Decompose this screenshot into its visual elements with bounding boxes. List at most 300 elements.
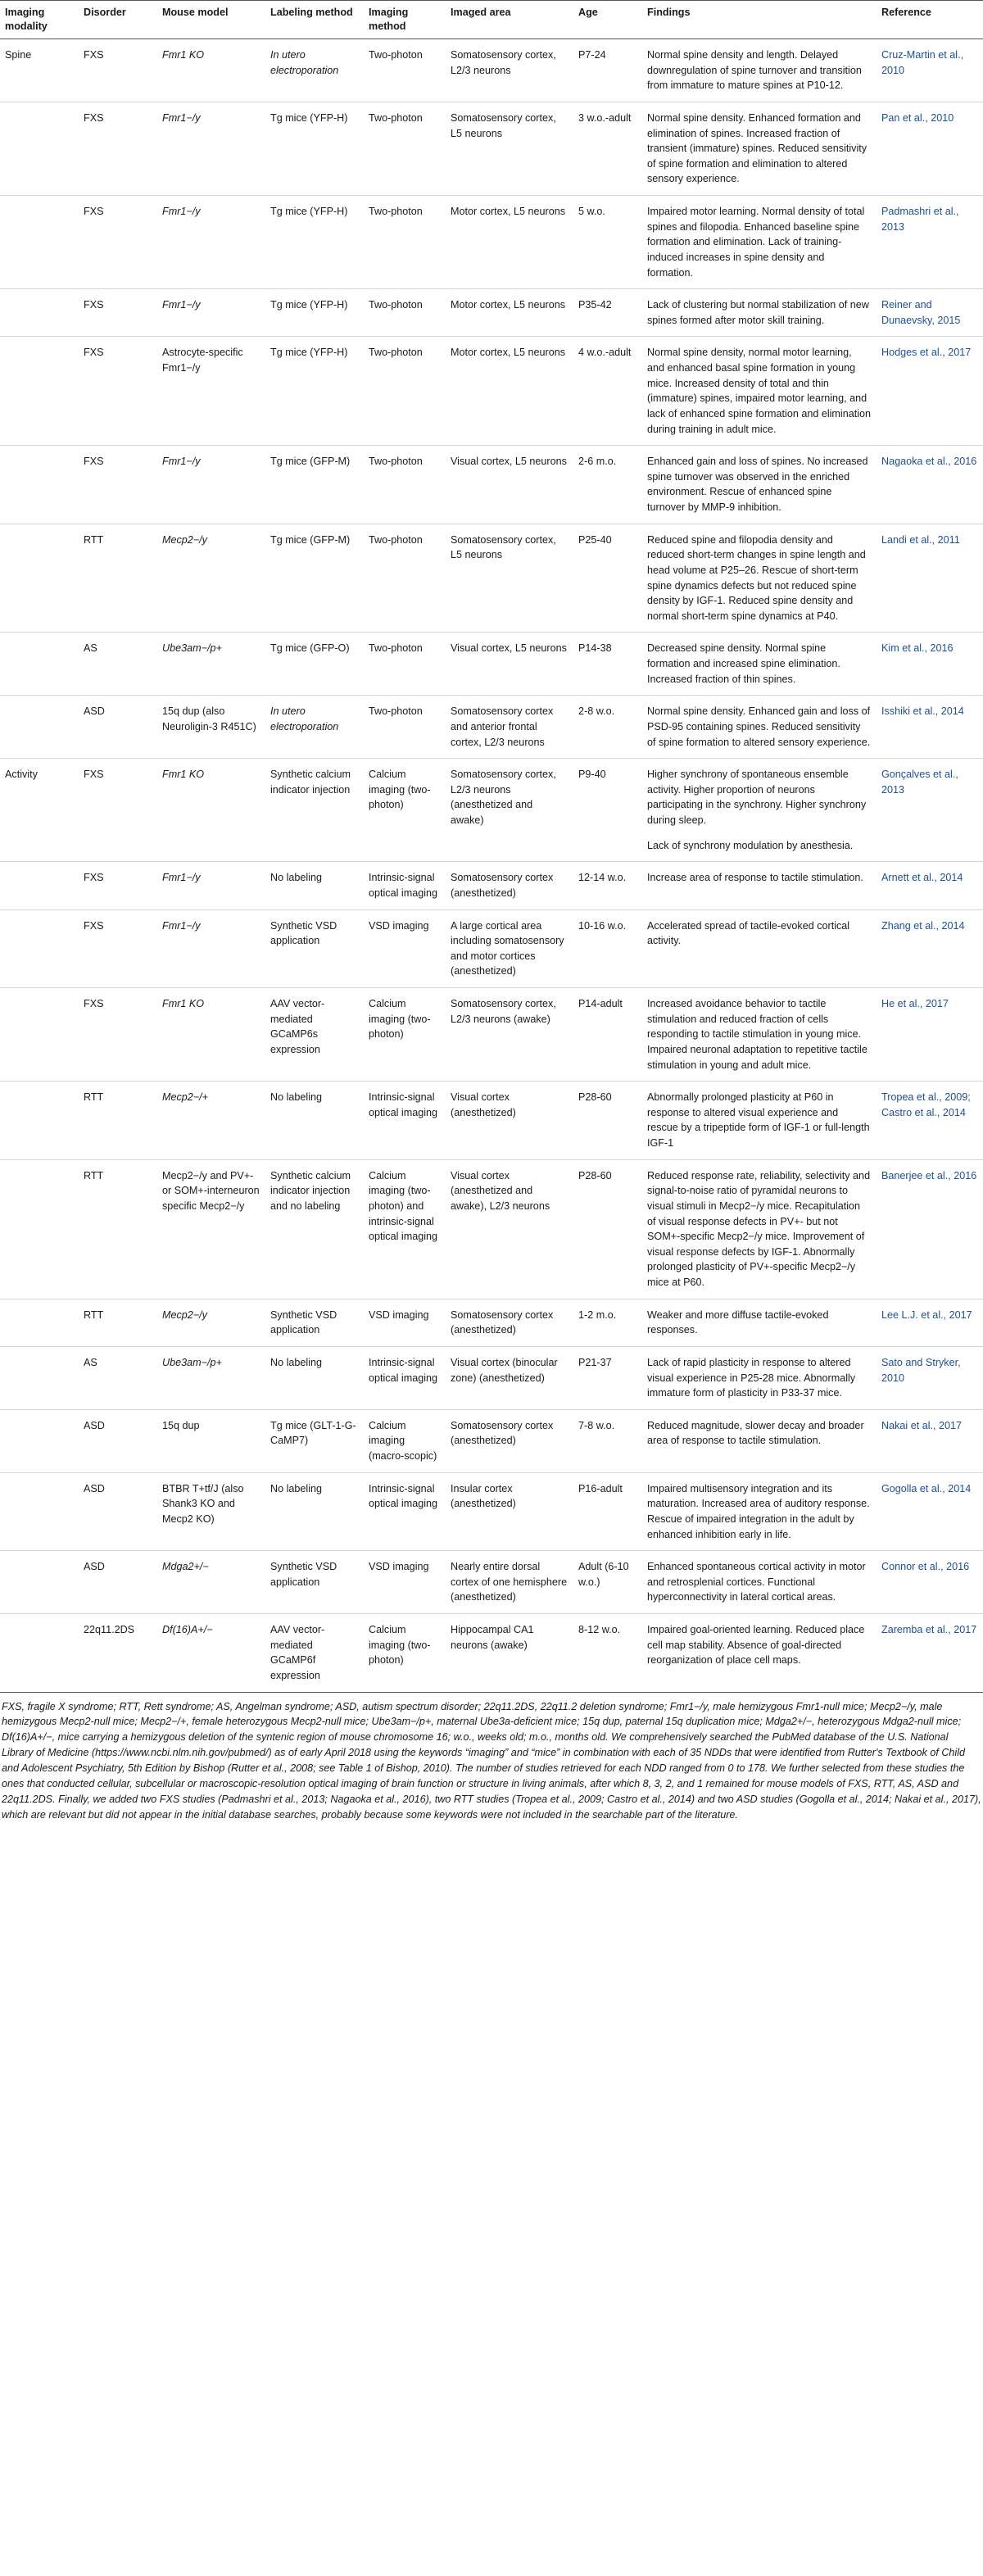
cell-disorder [79, 524, 157, 633]
cell-reference-text[interactable]: He et al., 2017 [881, 998, 949, 1009]
cell-findings-text: Normal spine density, normal motor learning, and enhanced basal spine formation in young mice. Increased density of total and thin (immature) spines, impaired motor learning, and lack of enhanced spine formation and elimination during training in adult mice. [647, 347, 872, 435]
cell-mouse-model-text: Astrocyte-specific Fmr1−/y [162, 347, 243, 374]
cell-reference-text[interactable]: Cruz-Martin et al., 2010 [881, 49, 964, 76]
cell-findings [642, 988, 877, 1082]
cell-reference [877, 1551, 983, 1614]
cell-imaged-area-text: Motor cortex, L5 neurons [451, 206, 566, 217]
cell-age [573, 1159, 642, 1299]
cell-age-text: P35-42 [578, 299, 612, 311]
cell-reference-text[interactable]: Pan et al., 2010 [881, 111, 954, 124]
cell-imaging-method [364, 1472, 446, 1551]
cell-mouse-model [157, 289, 265, 337]
cell-reference-text[interactable]: Gogolla et al., 2014 [881, 1482, 972, 1494]
cell-findings [642, 633, 877, 696]
cell-imaged-area-text: A large cortical area including somatosensory and motor cortices (anesthetized) [451, 919, 564, 977]
cell-imaging-method [364, 633, 446, 696]
cell-findings [642, 289, 877, 337]
header-mouse-model: Mouse model [157, 1, 265, 39]
cell-disorder-text: FXS [84, 872, 104, 884]
cell-age [573, 909, 642, 988]
cell-age [573, 446, 642, 524]
cell-disorder-text: ASD [84, 1561, 105, 1573]
cell-age [573, 1082, 642, 1160]
cell-findings-text: Enhanced gain and loss of spines. No increased spine turnover was observed in the enriched environment. Rescue of enhanced spine turnover by MMP-9 inhibition. [647, 456, 868, 513]
cell-reference-text[interactable]: Isshiki et al., 2014 [881, 705, 964, 718]
cell-age [573, 1409, 642, 1472]
table-row [0, 196, 983, 289]
table-row [0, 39, 983, 102]
cell-labeling-method-text: Tg mice (YFP-H) [270, 347, 348, 359]
cell-labeling-method-text: No labeling [270, 872, 323, 884]
cell-findings [642, 1346, 877, 1409]
cell-disorder [79, 1082, 157, 1160]
cell-mouse-model [157, 759, 265, 862]
cell-reference-text[interactable]: Zhang et al., 2014 [881, 919, 965, 932]
cell-age [573, 1346, 642, 1409]
cell-findings [642, 1409, 877, 1472]
cell-labeling-method [265, 909, 364, 988]
cell-reference [877, 696, 983, 759]
cell-imaging-modality [0, 1346, 79, 1409]
cell-findings-text: Impaired goal-oriented learning. Reduced place cell map stability. Absence of goal-directed reorganization of place cell maps. [647, 1624, 865, 1667]
cell-imaging-modality [0, 196, 79, 289]
cell-findings [642, 39, 877, 102]
cell-imaged-area [446, 337, 573, 446]
cell-reference [877, 909, 983, 988]
cell-findings [642, 1159, 877, 1299]
cell-disorder [79, 909, 157, 988]
cell-imaged-area-text: Visual cortex, L5 neurons [451, 642, 567, 655]
cell-labeling-method-text: Synthetic VSD application [270, 1561, 337, 1588]
cell-age [573, 289, 642, 337]
cell-imaging-modality-text: Activity [5, 769, 38, 781]
cell-imaging-method-text: Calcium imaging (two-photon) [369, 769, 431, 811]
cell-labeling-method [265, 1299, 364, 1346]
cell-disorder-text: RTT [84, 1308, 104, 1321]
cell-mouse-model [157, 337, 265, 446]
cell-reference [877, 446, 983, 524]
cell-imaging-method-text: Calcium imaging (two-photon) [369, 998, 431, 1041]
cell-reference-text[interactable]: Banerjee et al., 2016 [881, 1169, 977, 1181]
cell-imaged-area-text: Visual cortex (binocular zone) (anesthetized) [451, 1356, 558, 1384]
table-row [0, 1299, 983, 1346]
cell-reference-text[interactable]: Hodges et al., 2017 [881, 347, 972, 359]
cell-labeling-method [265, 102, 364, 195]
cell-disorder [79, 696, 157, 759]
cell-mouse-model-text: Mdga2+/− [162, 1561, 209, 1573]
cell-labeling-method [265, 1082, 364, 1160]
cell-labeling-method-text: Tg mice (GLT-1-G-CaMP7) [270, 1419, 356, 1447]
cell-mouse-model-text: Fmr1−/y [162, 299, 201, 311]
cell-imaging-method-text: Two-photon [369, 111, 423, 124]
cell-imaged-area-text: Somatosensory cortex (anesthetized) [451, 1419, 554, 1447]
cell-disorder [79, 1299, 157, 1346]
cell-age-text: P16-adult [578, 1482, 623, 1494]
cell-labeling-method [265, 1614, 364, 1693]
cell-labeling-method-text: No labeling [270, 1482, 323, 1494]
cell-findings-text: Normal spine density. Enhanced gain and loss of PSD-95 containing spines. Reduced sensitivity of spine formation to altered sensory experience. [647, 705, 871, 748]
table-row [0, 1551, 983, 1614]
cell-reference [877, 1299, 983, 1346]
cell-reference-text[interactable]: Padmashri et al., 2013 [881, 206, 959, 233]
cell-imaged-area-text: Somatosensory cortex, L2/3 neurons (awake) [451, 998, 556, 1025]
cell-labeling-method [265, 696, 364, 759]
cell-imaging-method-text: Intrinsic-signal optical imaging [369, 872, 438, 899]
cell-mouse-model-text: Mecp2−/+ [162, 1091, 209, 1104]
cell-mouse-model-text: Fmr1 KO [162, 49, 205, 61]
cell-reference-text[interactable]: Lee L.J. et al., 2017 [881, 1308, 972, 1321]
cell-mouse-model-text: BTBR T+tf/J (also Shank3 KO and Mecp2 KO) [162, 1482, 244, 1525]
cell-age-text: P21-37 [578, 1356, 612, 1368]
cell-labeling-method [265, 1346, 364, 1409]
cell-imaged-area [446, 862, 573, 909]
cell-disorder-text: FXS [84, 998, 104, 1009]
cell-imaged-area-text: Nearly entire dorsal cortex of one hemisphere (anesthetized) [451, 1561, 568, 1603]
cell-imaging-method [364, 39, 446, 102]
cell-imaging-method-text: Intrinsic-signal optical imaging [369, 1356, 438, 1384]
cell-imaging-method-text: Two-photon [369, 705, 423, 718]
cell-findings-text: Lack of rapid plasticity in response to altered visual experience in P25-28 mice. Abnormally immature form of plasticity in P33-37 mice. [647, 1356, 856, 1399]
header-imaged-area: Imaged area [446, 1, 573, 39]
cell-imaging-method [364, 759, 446, 862]
cell-age-text: 7-8 w.o. [578, 1419, 615, 1431]
cell-disorder [79, 289, 157, 337]
table-row [0, 862, 983, 909]
cell-imaging-method [364, 1299, 446, 1346]
cell-disorder [79, 1472, 157, 1551]
cell-mouse-model-text: Df(16)A+/− [162, 1624, 213, 1635]
cell-disorder-text: FXS [84, 347, 104, 359]
cell-labeling-method [265, 39, 364, 102]
cell-findings [642, 759, 877, 862]
cell-imaging-modality [0, 862, 79, 909]
cell-imaged-area [446, 1299, 573, 1346]
cell-disorder [79, 196, 157, 289]
cell-disorder-text: RTT [84, 1169, 104, 1181]
cell-age [573, 524, 642, 633]
cell-imaging-method-text: Calcium imaging (two-photon) [369, 1624, 431, 1667]
table-row [0, 1409, 983, 1472]
cell-findings-text: Increase area of response to tactile stimulation. [647, 872, 863, 884]
cell-imaging-method [364, 1409, 446, 1472]
cell-disorder [79, 1614, 157, 1693]
cell-reference-text[interactable]: Kim et al., 2016 [881, 642, 954, 655]
cell-mouse-model [157, 909, 265, 988]
cell-mouse-model-text: Fmr1−/y [162, 206, 201, 217]
cell-imaging-method-text: VSD imaging [369, 919, 429, 932]
table-row [0, 1346, 983, 1409]
cell-age-text: P14-adult [578, 998, 623, 1009]
cell-imaging-method-text: Two-photon [369, 206, 423, 217]
cell-labeling-method-text: Synthetic VSD application [270, 1308, 337, 1336]
cell-imaging-method-text: VSD imaging [369, 1561, 429, 1573]
cell-findings [642, 1551, 877, 1614]
cell-mouse-model [157, 1346, 265, 1409]
cell-disorder-text: FXS [84, 49, 104, 61]
cell-imaged-area [446, 196, 573, 289]
cell-imaging-method [364, 1551, 446, 1614]
cell-mouse-model [157, 1299, 265, 1346]
cell-findings-text: Reduced response rate, reliability, selectivity and signal-to-noise ratio of pyramidal neurons to visual stimuli in Mecp2−/y mice. Recapitulation of visual response defects in PV+- but not SOM+-specific Mecp2−/y mice. Improvement of visual response defects by IGF-1. Abnormally prolonged plasticity of PV+-specific Mecp2−/y mice at P60. [647, 1169, 871, 1288]
cell-reference [877, 633, 983, 696]
cell-disorder [79, 1159, 157, 1299]
cell-imaging-modality [0, 1082, 79, 1160]
cell-reference-text[interactable]: Tropea et al., 2009; Castro et al., 2014 [881, 1091, 971, 1118]
cell-findings [642, 1082, 877, 1160]
cell-imaging-method [364, 446, 446, 524]
cell-findings-text: Enhanced spontaneous cortical activity in motor and retrosplenial cortices. Functional hyperconnectivity in lateral cortical areas. [647, 1561, 866, 1603]
cell-reference [877, 289, 983, 337]
cell-reference [877, 1159, 983, 1299]
cell-imaged-area-text: Insular cortex (anesthetized) [451, 1482, 516, 1510]
cell-labeling-method [265, 289, 364, 337]
cell-findings-text: Normal spine density. Enhanced formation and elimination of spines. Increased fraction of transient (immature) spines. Reduced sensitivity of spine formation and elimination to altered sensory experience. [647, 111, 867, 185]
cell-imaging-method-text: Intrinsic-signal optical imaging [369, 1091, 438, 1118]
cell-findings [642, 102, 877, 195]
cell-imaged-area-text: Visual cortex (anesthetized and awake), L2/3 neurons [451, 1169, 550, 1212]
cell-findings-text: Lack of clustering but normal stabilization of new spines formed after motor skill training. [647, 299, 869, 326]
cell-mouse-model [157, 1082, 265, 1160]
cell-labeling-method [265, 633, 364, 696]
cell-disorder-text: FXS [84, 206, 104, 217]
cell-mouse-model [157, 988, 265, 1082]
cell-labeling-method [265, 446, 364, 524]
cell-mouse-model-text: 15q dup (also Neuroligin-3 R451C) [162, 705, 256, 732]
cell-disorder [79, 759, 157, 862]
cell-age [573, 196, 642, 289]
cell-reference [877, 1614, 983, 1693]
cell-imaged-area-text: Somatosensory cortex, L2/3 neurons (anesthetized and awake) [451, 769, 556, 826]
cell-labeling-method-text: Tg mice (YFP-H) [270, 299, 348, 311]
cell-imaged-area-text: Somatosensory cortex, L5 neurons [451, 111, 556, 139]
cell-imaged-area [446, 289, 573, 337]
cell-reference-text[interactable]: Connor et al., 2016 [881, 1561, 970, 1573]
table-row [0, 1159, 983, 1299]
cell-imaging-modality [0, 909, 79, 988]
cell-imaging-modality-text: Spine [5, 49, 32, 61]
cell-findings [642, 337, 877, 446]
cell-age-text: 1-2 m.o. [578, 1308, 617, 1321]
header-reference: Reference [877, 1, 983, 39]
cell-mouse-model-text: Fmr1−/y [162, 919, 201, 932]
cell-mouse-model [157, 102, 265, 195]
cell-disorder-text: AS [84, 642, 97, 655]
cell-imaging-modality [0, 759, 79, 862]
cell-imaged-area-text: Visual cortex, L5 neurons [451, 456, 567, 468]
cell-imaging-method [364, 1159, 446, 1299]
cell-reference [877, 102, 983, 195]
cell-reference [877, 196, 983, 289]
cell-mouse-model-text: Ube3am−/p+ [162, 1356, 222, 1368]
cell-mouse-model-text: Fmr1−/y [162, 456, 201, 468]
cell-mouse-model-text: Mecp2−/y and PV+- or SOM+-interneuron specific Mecp2−/y [162, 1169, 260, 1212]
cell-labeling-method-text: In utero electroporation [270, 705, 339, 732]
cell-age-text: P25-40 [578, 533, 612, 546]
cell-disorder-text: FXS [84, 456, 104, 468]
cell-imaged-area-text: Somatosensory cortex (anesthetized) [451, 1308, 554, 1336]
cell-age [573, 1614, 642, 1693]
cell-reference [877, 524, 983, 633]
cell-age-text: P14-38 [578, 642, 612, 655]
cell-imaged-area [446, 1346, 573, 1409]
cell-disorder-text: ASD [84, 1419, 105, 1431]
cell-imaging-method-text: Two-photon [369, 456, 423, 468]
cell-imaging-modality [0, 1551, 79, 1614]
cell-imaged-area-text: Somatosensory cortex, L5 neurons [451, 533, 556, 561]
cell-mouse-model [157, 1409, 265, 1472]
cell-age-text: P28-60 [578, 1169, 612, 1181]
cell-imaging-method-text: Calcium imaging (macro-scopic) [369, 1419, 437, 1462]
cell-reference-text[interactable]: Zaremba et al., 2017 [881, 1624, 977, 1635]
cell-disorder-text: AS [84, 1356, 97, 1368]
cell-labeling-method-text: Tg mice (GFP-M) [270, 533, 351, 546]
cell-labeling-method [265, 1409, 364, 1472]
cell-imaged-area-text: Hippocampal CA1 neurons (awake) [451, 1624, 534, 1651]
cell-age-text: 3 w.o.-adult [578, 111, 632, 124]
table-row [0, 696, 983, 759]
cell-imaging-method [364, 862, 446, 909]
cell-findings-text: Weaker and more diffuse tactile-evoked responses. [647, 1308, 829, 1336]
cell-reference [877, 862, 983, 909]
cell-imaging-method [364, 337, 446, 446]
cell-labeling-method-text: Synthetic calcium indicator injection [270, 769, 351, 796]
cell-labeling-method [265, 862, 364, 909]
cell-mouse-model [157, 446, 265, 524]
cell-labeling-method [265, 337, 364, 446]
table-footnote: FXS, fragile X syndrome; RTT, Rett syndrome; AS, Angelman syndrome; ASD, autism spectrum disorder; 22q11.2DS, 22q11.2 deletion syndrome; Fmr1−/y, male hemizygous Fmr1-null mice; Mecp2−/y, male hemizygous Mecp2-null mice; Mecp2−/+, female heterozygous Mecp2-null mice; Ube3am−/p+, maternal Ube3a-deficient mice; 15q dup, paternal 15q duplication mice; Mdga2+/−, heterozygous Mdga2-null mice; Df(16)A+/−, mice carrying a hemizygous deletion of the syntenic region of mouse chromosome 16; w.o., weeks old; m.o., months old. We comprehensively searched the PubMed database of the U.S. National Library of Medicine (https://www.ncbi.nlm.nih.gov/pubmed/) as of early April 2018 using the keywords “imaging” and “mice” in combination with each of 35 NDDs that were identified from Rutter's Textbook of Child and Adolescent Psychiatry, 5th Edition by Bishop (Rutter et al., 2008; see Table 1 of Bishop, 2010). The number of studies retrieved for each NDD ranged from 0 to 178. We further selected from these studies the ones that conducted cellular, subcellular or macroscopic-resolution optical imaging of brain function or structure in living animals, after which 8, 3, 2, and 1 remained for mouse models of FXS, RTT, AS, ASD and 22q11.2DS. Finally, we added two FXS studies (Padmashri et al., 2013; Nagaoka et al., 2016), two RTT studies (Tropea et al., 2009; Castro et al., 2014) and two ASD studies (Gogolla et al., 2014; Nakai et al., 2017), which are relevant but did not appear in the initial database searches, probably because some keywords were not included in the searchable part of the literature. [2, 1700, 981, 1821]
cell-age-text: Adult (6-10 w.o.) [578, 1561, 629, 1588]
cell-imaged-area-text: Motor cortex, L5 neurons [451, 347, 566, 359]
table-row [0, 759, 983, 862]
cell-labeling-method [265, 1551, 364, 1614]
cell-findings [642, 446, 877, 524]
cell-imaged-area [446, 1082, 573, 1160]
table-row [0, 446, 983, 524]
cell-findings [642, 696, 877, 759]
table-row [0, 1472, 983, 1551]
cell-disorder-text: RTT [84, 533, 104, 546]
cell-labeling-method-text: Tg mice (YFP-H) [270, 206, 348, 217]
cell-imaged-area [446, 633, 573, 696]
cell-imaged-area [446, 1614, 573, 1693]
cell-imaging-method [364, 102, 446, 195]
cell-imaging-modality [0, 524, 79, 633]
cell-age-text: 12-14 w.o. [578, 872, 627, 884]
cell-findings [642, 524, 877, 633]
cell-imaging-method-text: Two-photon [369, 347, 423, 359]
cell-age [573, 1472, 642, 1551]
cell-mouse-model-text: Ube3am−/p+ [162, 642, 222, 655]
cell-findings-text: Normal spine density and length. Delayed downregulation of spine turnover and transition from immature to mature spines at P10-12. [647, 49, 862, 92]
cell-reference-text[interactable]: Gonçalves et al., 2013 [881, 769, 958, 796]
cell-findings [642, 196, 877, 289]
cell-age [573, 633, 642, 696]
cell-disorder-text: ASD [84, 705, 105, 718]
cell-labeling-method-text: No labeling [270, 1356, 323, 1368]
cell-age-text: 2-8 w.o. [578, 705, 615, 718]
cell-age [573, 759, 642, 862]
cell-findings-text: Increased avoidance behavior to tactile stimulation and reduced fraction of cells responding to tactile stimulation in young mice. Impaired neuronal adaptation to repetitive tactile stimulation in young and adult mice. [647, 998, 867, 1071]
cell-imaged-area-text: Somatosensory cortex, L2/3 neurons [451, 49, 556, 76]
cell-reference [877, 988, 983, 1082]
cell-mouse-model [157, 1551, 265, 1614]
cell-reference-text[interactable]: Nakai et al., 2017 [881, 1419, 963, 1431]
cell-imaging-method [364, 196, 446, 289]
cell-reference [877, 1472, 983, 1551]
cell-findings [642, 1472, 877, 1551]
cell-imaged-area [446, 696, 573, 759]
cell-age [573, 862, 642, 909]
table-row [0, 988, 983, 1082]
cell-imaged-area [446, 1409, 573, 1472]
cell-disorder [79, 862, 157, 909]
cell-mouse-model-text: Fmr1−/y [162, 111, 201, 124]
table-row [0, 102, 983, 195]
cell-age [573, 696, 642, 759]
cell-imaging-method-text: Calcium imaging (two-photon) and intrinsic-signal optical imaging [369, 1169, 438, 1243]
cell-imaging-modality [0, 39, 79, 102]
cell-imaging-method [364, 289, 446, 337]
cell-reference-text[interactable]: Landi et al., 2011 [881, 533, 960, 546]
cell-mouse-model-text: Fmr1 KO [162, 998, 205, 1009]
cell-labeling-method-text: In utero electroporation [270, 49, 339, 76]
cell-imaged-area [446, 39, 573, 102]
cell-disorder [79, 446, 157, 524]
cell-labeling-method [265, 1472, 364, 1551]
cell-imaging-modality [0, 1299, 79, 1346]
header-labeling-method: Labeling method [265, 1, 364, 39]
cell-imaging-modality [0, 102, 79, 195]
cell-reference-text[interactable]: Sato and Stryker, 2010 [881, 1356, 961, 1384]
cell-mouse-model [157, 862, 265, 909]
cell-mouse-model [157, 39, 265, 102]
cell-reference [877, 1409, 983, 1472]
cell-reference-text[interactable]: Arnett et al., 2014 [881, 872, 963, 884]
cell-reference [877, 1082, 983, 1160]
cell-mouse-model-text: Mecp2−/y [162, 1308, 207, 1321]
table-row [0, 1082, 983, 1160]
cell-disorder-text: RTT [84, 1091, 104, 1104]
cell-reference-text[interactable]: Nagaoka et al., 2016 [881, 456, 977, 468]
table-row [0, 289, 983, 337]
cell-age-text: P28-60 [578, 1091, 612, 1104]
cell-disorder [79, 1409, 157, 1472]
cell-imaging-modality [0, 1614, 79, 1693]
cell-imaging-modality [0, 988, 79, 1082]
cell-labeling-method-text: AAV vector-mediated GCaMP6s expression [270, 998, 325, 1055]
cell-findings [642, 909, 877, 988]
table-row [0, 633, 983, 696]
cell-imaged-area [446, 1159, 573, 1299]
cell-imaging-method [364, 1614, 446, 1693]
cell-labeling-method-text: No labeling [270, 1091, 323, 1104]
cell-age-text: 4 w.o.-adult [578, 347, 632, 359]
cell-imaged-area-text: Somatosensory cortex and anterior frontal cortex, L2/3 neurons [451, 705, 554, 748]
cell-reference-text[interactable]: Reiner and Dunaevsky, 2015 [881, 299, 961, 326]
table-row [0, 1614, 983, 1693]
cell-age [573, 337, 642, 446]
cell-imaged-area-text: Somatosensory cortex (anesthetized) [451, 872, 554, 899]
cell-imaging-method [364, 696, 446, 759]
cell-imaging-method [364, 1082, 446, 1160]
cell-age-text: 2-6 m.o. [578, 456, 617, 468]
cell-disorder-text: 22q11.2DS [84, 1624, 135, 1635]
table-header [0, 1, 983, 39]
cell-mouse-model [157, 524, 265, 633]
cell-labeling-method-text: Tg mice (GFP-O) [270, 642, 350, 655]
cell-disorder-text: ASD [84, 1482, 105, 1494]
cell-imaging-method [364, 909, 446, 988]
